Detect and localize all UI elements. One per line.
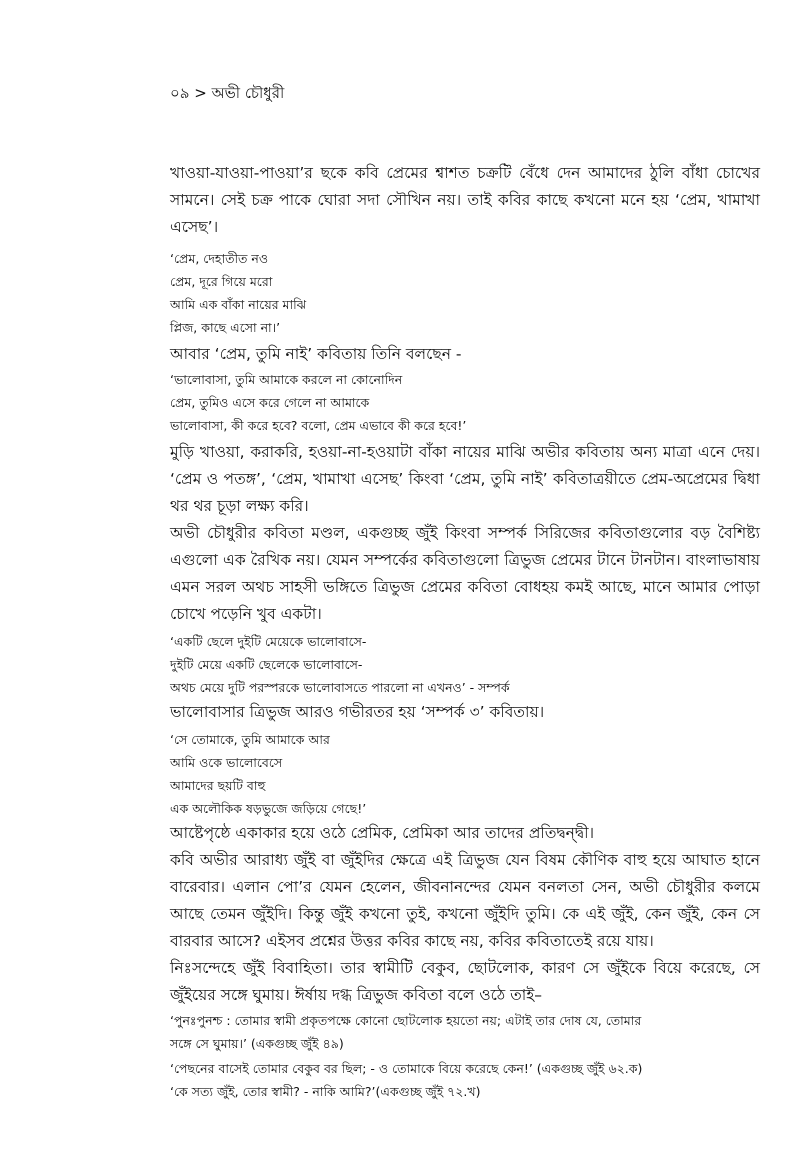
quote-line: ‘একটি ছেলে দুইটি মেয়েকে ভালোবাসে- (170, 634, 367, 649)
quote-line: প্রেম, দূরে গিয়ে মরো (170, 274, 273, 289)
paragraph: কবি অভীর আরাধ্য জুঁই বা জুঁইদির ক্ষেত্রে এই ত্রিভুজ যেন বিষম কৌণিক বাহু হয়ে আঘাত হানে বারেবার। এলান পো’র যেমন হেলেন, জীবনানন্দের যেমন বনলতা সেন, অভী চৌধুরীর কলমে আছে তেমন জুঁইদি। কিন্তু জুঁই কখনো তুই, কখনো জুঁইদি তুমি। কে এই জুঁই, কেন জুঁই, কেন সে বারবার আসে? এইসব প্রশ্নের উত্তর কবির কাছে নয়, কবির কবিতাতেই রয়ে যায়। (170, 851, 760, 950)
quote-line: প্রেম, তুমিও এসে করে গেলে না আমাকে (170, 395, 370, 410)
quote-line: ‘পুনঃপুনশ্চ : তোমার স্বামী প্রকৃতপক্ষে কোনো ছোটলোক হয়তো নয়; এটাই তার দোষ যে, তোমার (170, 1013, 642, 1028)
paragraph: মুড়ি খাওয়া, করাকরি, হওয়া-না-হওয়াটা বাঁকা নায়ের মাঝি অভীর কবিতায় অন্য মাত্রা এনে দেয়। ‘প্রেম ও পতঙ্গ’, ‘প্রেম, খামাখা এসেছ’ কিংবা ‘প্রেম, তুমি নাই’ কবিতাত্রয়ীতে প্রেম-অপ্রেমের দ্বিধা থর থর চূড়া লক্ষ্য করি। (170, 443, 760, 515)
paragraph: খাওয়া-যাওয়া-পাওয়া’র ছকে কবি প্রেমের শ্বাশত চক্রটি বেঁধে দেন আমাদের ঠুলি বাঁধা চোখের সামনে। সেই চক্র পাকে ঘোরা সদা সৌখিন নয়। তাই কবির কাছে কখনো মনে হয় ‘প্রেম, খামাখা এসেছ’। (170, 164, 760, 236)
quote-line: ‘ভালোবাসা, তুমি আমাকে করলে না কোনোদিন (170, 372, 403, 387)
quote-line: আমি ওকে ভালোবেসে (170, 755, 283, 770)
quote-line: ‘পেছনের বাসেই তোমার বেকুব বর ছিল; - ও তোমাকে বিয়ে করেছে কেন!’ (একগুচ্ছ জুঁই ৬২.ক) (170, 1061, 643, 1076)
quote-line: দুইটি মেয়ে একটি ছেলেকে ভালোবাসে- (170, 657, 363, 672)
paragraph: ভালোবাসার ত্রিভুজ আরও গভীরতর হয় ‘সম্পর্ক ৩’ কবিতায়। (170, 703, 545, 721)
paragraph: আষ্টেপৃষ্ঠে একাকার হয়ে ওঠে প্রেমিক, প্রেমিকা আর তাদের প্রতিদ্বন্দ্বী। (170, 824, 595, 842)
paragraph: অভী চৌধুরীর কবিতা মণ্ডল, একগুচ্ছ জুঁই কিংবা সম্পর্ক সিরিজের কবিতাগুলোর বড় বৈশিষ্ট্য এগুলো এক রৈখিক নয়। যেমন সম্পর্কের কবিতাগুলো ত্রিভুজ প্রেমের টানে টানটান। বাংলাভাষায় এমন সরল অথচ সাহসী ভঙ্গিতে ত্রিভুজ প্রেমের কবিতা বোধহয় কমই আছে, মানে আমার পোড়া চোখে পড়েনি খুব একটা। (170, 524, 760, 623)
quote-line: আমাদের ছয়টি বাহু (170, 778, 266, 793)
quote-line: আমি এক বাঁকা নায়ের মাঝি (170, 297, 307, 312)
quote-line: সঙ্গে সে ঘুমায়।’ (একগুচ্ছ জুঁই ৪৯) (170, 1036, 344, 1051)
quote-line: ‘প্রেম, দেহাতীত নও (170, 251, 269, 266)
quote-line: ‘সে তোমাকে, তুমি আমাকে আর (170, 732, 330, 747)
running-header: ০৯ > অভী চৌধুরী (170, 84, 285, 102)
body-text (170, 160, 760, 1103)
quote-line: ভালোবাসা, কী করে হবে? বলো, প্রেম এভাবে কী করে হবে!’ (170, 418, 467, 433)
quote-line: ‘কে সত্য জুঁই, তোর স্বামী? - নাকি আমি?’(একগুচ্ছ জুঁই ৭২.খ) (170, 1084, 481, 1099)
paragraph: নিঃসন্দেহে জুঁই বিবাহিতা। তার স্বামীটি বেকুব, ছোটলোক, কারণ সে জুঁইকে বিয়ে করেছে, সে জুঁইয়ের সঙ্গে ঘুমায়। ঈর্ষায় দগ্ধ ত্রিভুজ কবিতা বলে ওঠে তাই– (170, 959, 760, 1004)
quote-line: এক অলৌকিক ষড়ভুজে জড়িয়ে গেছে!’ (170, 801, 367, 816)
quote-line: অথচ মেয়ে দুটি পরস্পরকে ভালোবাসতে পারলো না এখনও’ - সম্পর্ক (170, 680, 510, 695)
quote-line: প্লিজ, কাছে এসো না।’ (170, 320, 281, 335)
paragraph: আবার ‘প্রেম, তুমি নাই’ কবিতায় তিনি বলছেন - (170, 345, 462, 363)
